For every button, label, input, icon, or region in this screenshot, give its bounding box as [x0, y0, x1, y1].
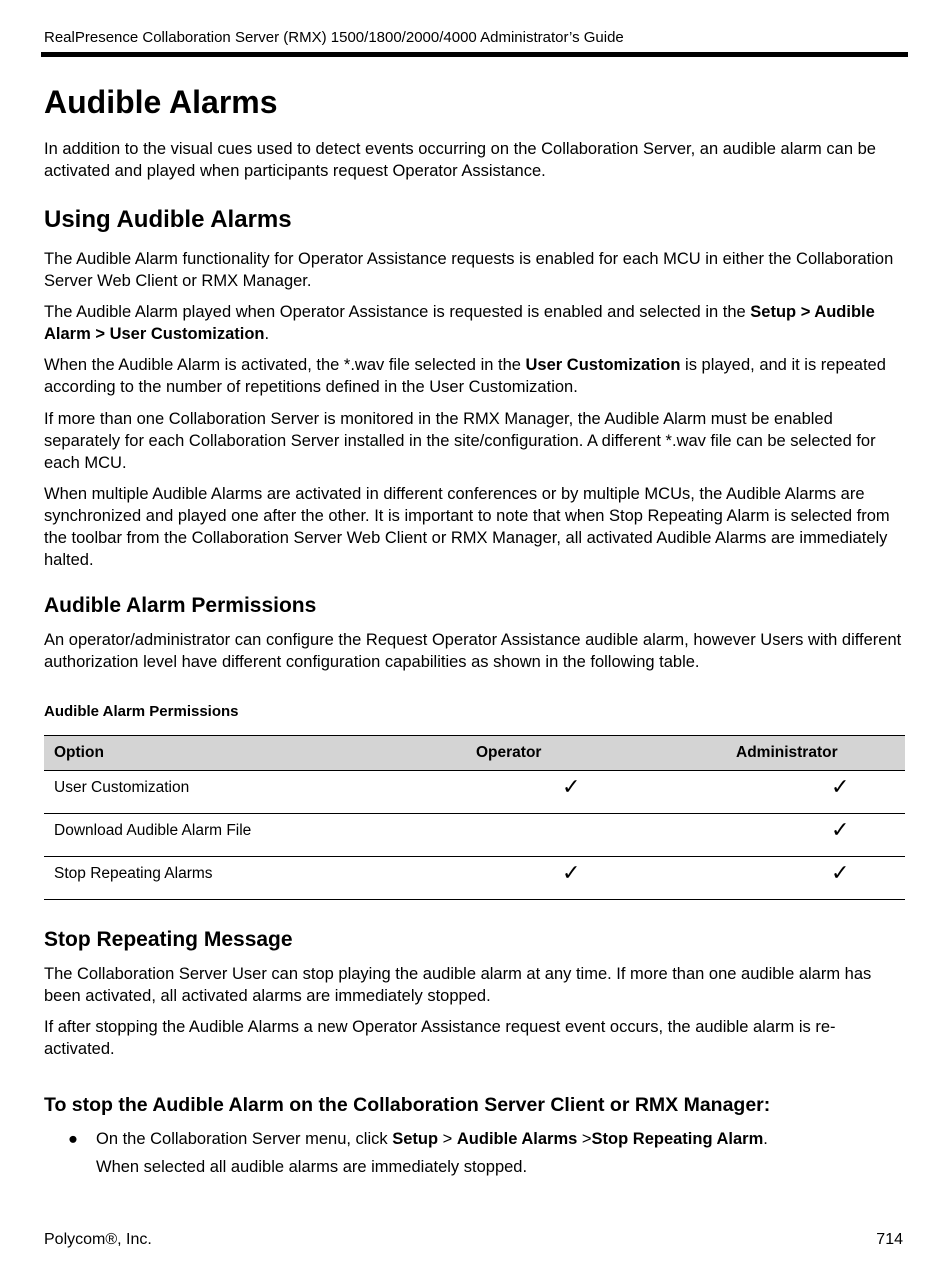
footer-company: Polycom®, Inc.: [44, 1231, 152, 1248]
stop-repeating-paragraph-2: If after stopping the Audible Alarms a new Operator Assistance request event occurs, the audible alarm is re-activated.: [44, 1018, 836, 1058]
table-row: [44, 857, 905, 900]
column-header-option: Option: [44, 736, 456, 771]
table-row: [44, 814, 905, 857]
column-header-administrator: Administrator: [696, 736, 905, 771]
stop-repeating-title: Stop Repeating Message: [44, 928, 293, 951]
administrator-cell: [696, 857, 905, 900]
table-row: [44, 771, 905, 814]
checkmark-icon: ✓: [831, 817, 850, 842]
header-rule: [41, 52, 908, 57]
page-number: 714: [876, 1231, 903, 1248]
checkmark-icon: ✓: [831, 860, 850, 885]
administrator-cell: [696, 814, 905, 857]
option-cell: Stop Repeating Alarms: [44, 857, 456, 900]
operator-cell: [456, 814, 696, 857]
intro-paragraph: In addition to the visual cues used to detect events occurring on the Collaboration Server, an audible alarm can be activated and played when participants request Operator Assistance.: [44, 140, 876, 180]
permissions-title: Audible Alarm Permissions: [44, 594, 317, 617]
operator-cell: [456, 857, 696, 900]
stop-repeating-paragraph-1: The Collaboration Server User can stop playing the audible alarm at any time. If more than one audible alarm has been activated, all activated alarms are immediately stopped.: [44, 965, 872, 1005]
step-text: On the Collaboration Server menu, click Setup > Audible Alarms >Stop Repeating Alarm.: [96, 1130, 768, 1148]
checkmark-icon: ✓: [562, 860, 581, 885]
menu-path: Setup > Audible Alarm > User Customization: [44, 303, 875, 343]
using-paragraph-5: When multiple Audible Alarms are activated in different conferences or by multiple MCUs, the Audible Alarms are synchronized and played one after the other. It is important to note that when Stop Repeating Alarm is selected from the toolbar from the Collaboration Server Web Client or RMX Manager, all activated Audible Alarms are immediately halted.: [44, 485, 890, 569]
checkmark-icon: ✓: [562, 774, 581, 799]
option-cell: Download Audible Alarm File: [44, 814, 456, 857]
using-paragraph-2: The Audible Alarm played when Operator Assistance is requested is enabled and selected in the Setup > Audible Alarm > User Customization.: [44, 303, 875, 343]
step-result: When selected all audible alarms are immediately stopped.: [96, 1158, 528, 1176]
table-caption: Audible Alarm Permissions: [44, 703, 239, 720]
running-header: RealPresence Collaboration Server (RMX) 1500/1800/2000/4000 Administrator’s Guide: [44, 29, 624, 46]
operator-cell: [456, 771, 696, 814]
using-paragraph-3: When the Audible Alarm is activated, the *.wav file selected in the User Customization is played, and it is repeated according to the number of repetitions defined in the User Customization.: [44, 356, 886, 396]
option-cell: User Customization: [44, 771, 456, 814]
permissions-paragraph: An operator/administrator can configure the Request Operator Assistance audible alarm, however Users with different authorization level have different configuration capabilities as shown in the following table.: [44, 631, 902, 671]
administrator-cell: [696, 771, 905, 814]
table-header-row: [44, 736, 905, 771]
using-paragraph-4: If more than one Collaboration Server is monitored in the RMX Manager, the Audible Alarm must be enabled separately for each Collaboration Server installed in the site/configuration. A different *.wav file can be selected for each MCU.: [44, 410, 876, 472]
using-paragraph-1: The Audible Alarm functionality for Operator Assistance requests is enabled for each MCU in either the Collaboration Server Web Client or RMX Manager.: [44, 250, 894, 290]
using-title: Using Audible Alarms: [44, 206, 292, 233]
section-title: Audible Alarms: [44, 84, 278, 120]
procedure-title: To stop the Audible Alarm on the Collaboration Server Client or RMX Manager:: [44, 1094, 771, 1116]
bullet-icon: ●: [68, 1130, 78, 1148]
permissions-table: [44, 735, 905, 900]
column-header-operator: Operator: [456, 736, 696, 771]
checkmark-icon: ✓: [831, 774, 850, 799]
user-customization-term: User Customization: [525, 356, 681, 374]
